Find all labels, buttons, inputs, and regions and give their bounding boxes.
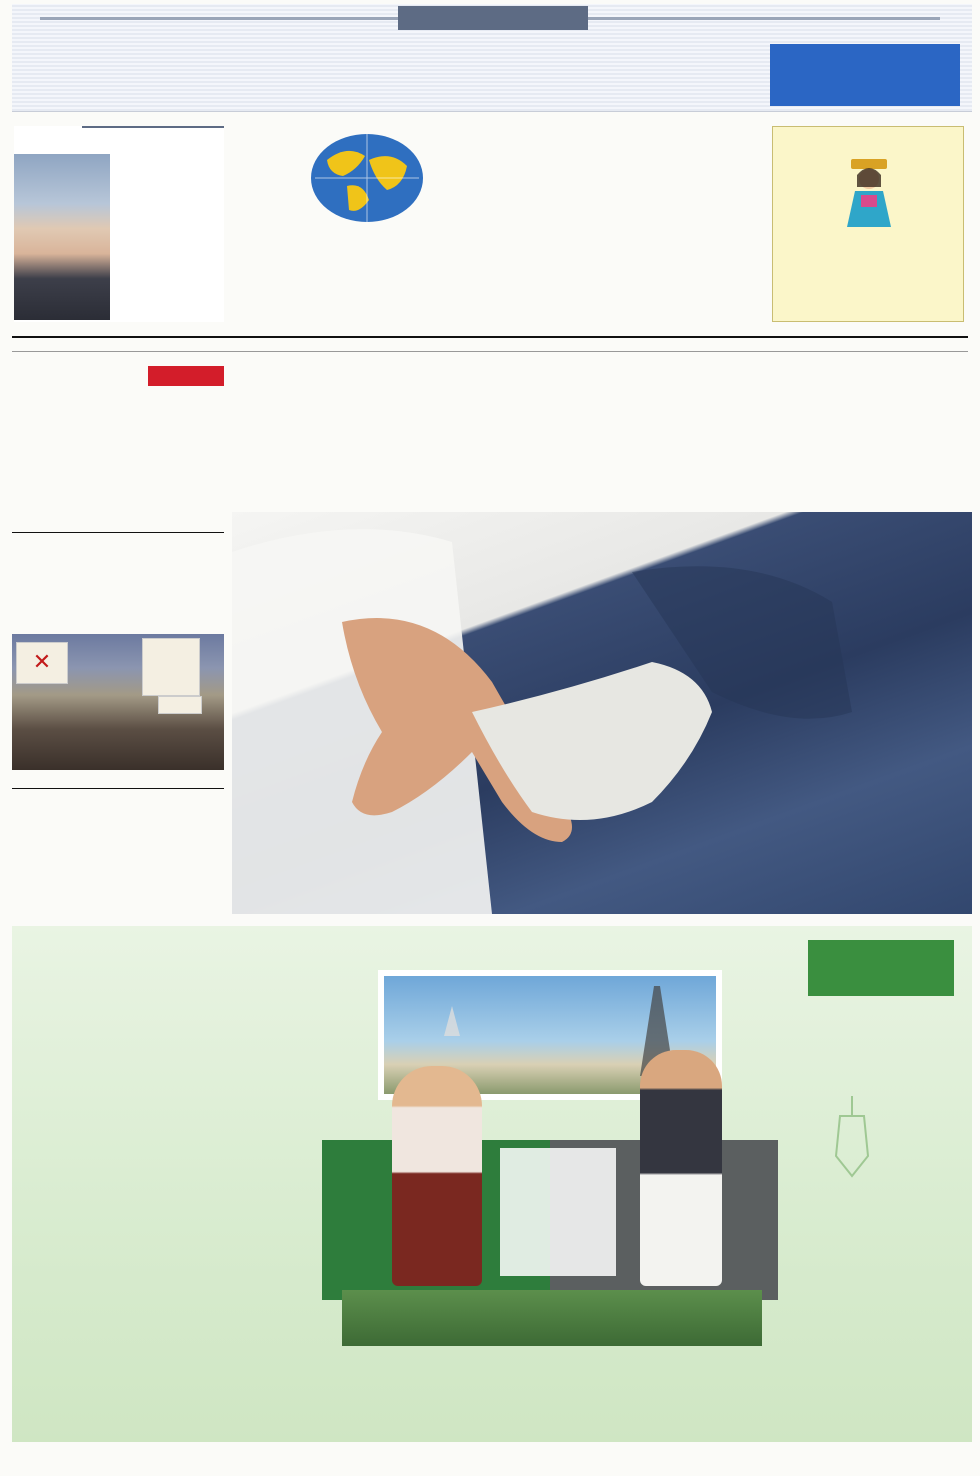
protest-sign-2 xyxy=(158,696,202,714)
interview-photo xyxy=(14,154,110,320)
empty-pocket-illustration xyxy=(232,512,972,914)
lantern-icon xyxy=(832,1096,872,1186)
protest-photo xyxy=(12,634,224,770)
energy-tag xyxy=(148,366,224,386)
imsak-time xyxy=(785,253,842,257)
iftar-times-box xyxy=(772,126,964,322)
left-column xyxy=(12,366,224,914)
iftar-city xyxy=(898,253,955,257)
protest-sign-1 xyxy=(142,638,200,696)
divider xyxy=(12,788,224,789)
iftar-time xyxy=(842,253,899,257)
iftar-table xyxy=(785,241,955,257)
banner-side-box[interactable] xyxy=(770,44,960,106)
protest-sign-x: ✕ xyxy=(16,642,68,684)
dateline-bar xyxy=(12,336,968,352)
globe-icon xyxy=(307,130,427,226)
banner-tag xyxy=(398,6,588,30)
woman-figure xyxy=(392,1066,482,1286)
mobilis-ad[interactable] xyxy=(12,926,972,1442)
ad-scene xyxy=(322,970,778,1360)
divider xyxy=(12,532,224,533)
promo-badge xyxy=(808,940,954,996)
interview-teaser[interactable] xyxy=(14,126,224,322)
man-figure xyxy=(640,1050,722,1286)
rug xyxy=(342,1290,762,1346)
lantern-girl-icon xyxy=(837,157,901,229)
table-row xyxy=(785,253,955,257)
interview-tag xyxy=(82,126,224,148)
main-photo xyxy=(232,512,972,914)
masthead-logo[interactable] xyxy=(285,128,705,336)
bonus-badge xyxy=(500,1148,616,1276)
